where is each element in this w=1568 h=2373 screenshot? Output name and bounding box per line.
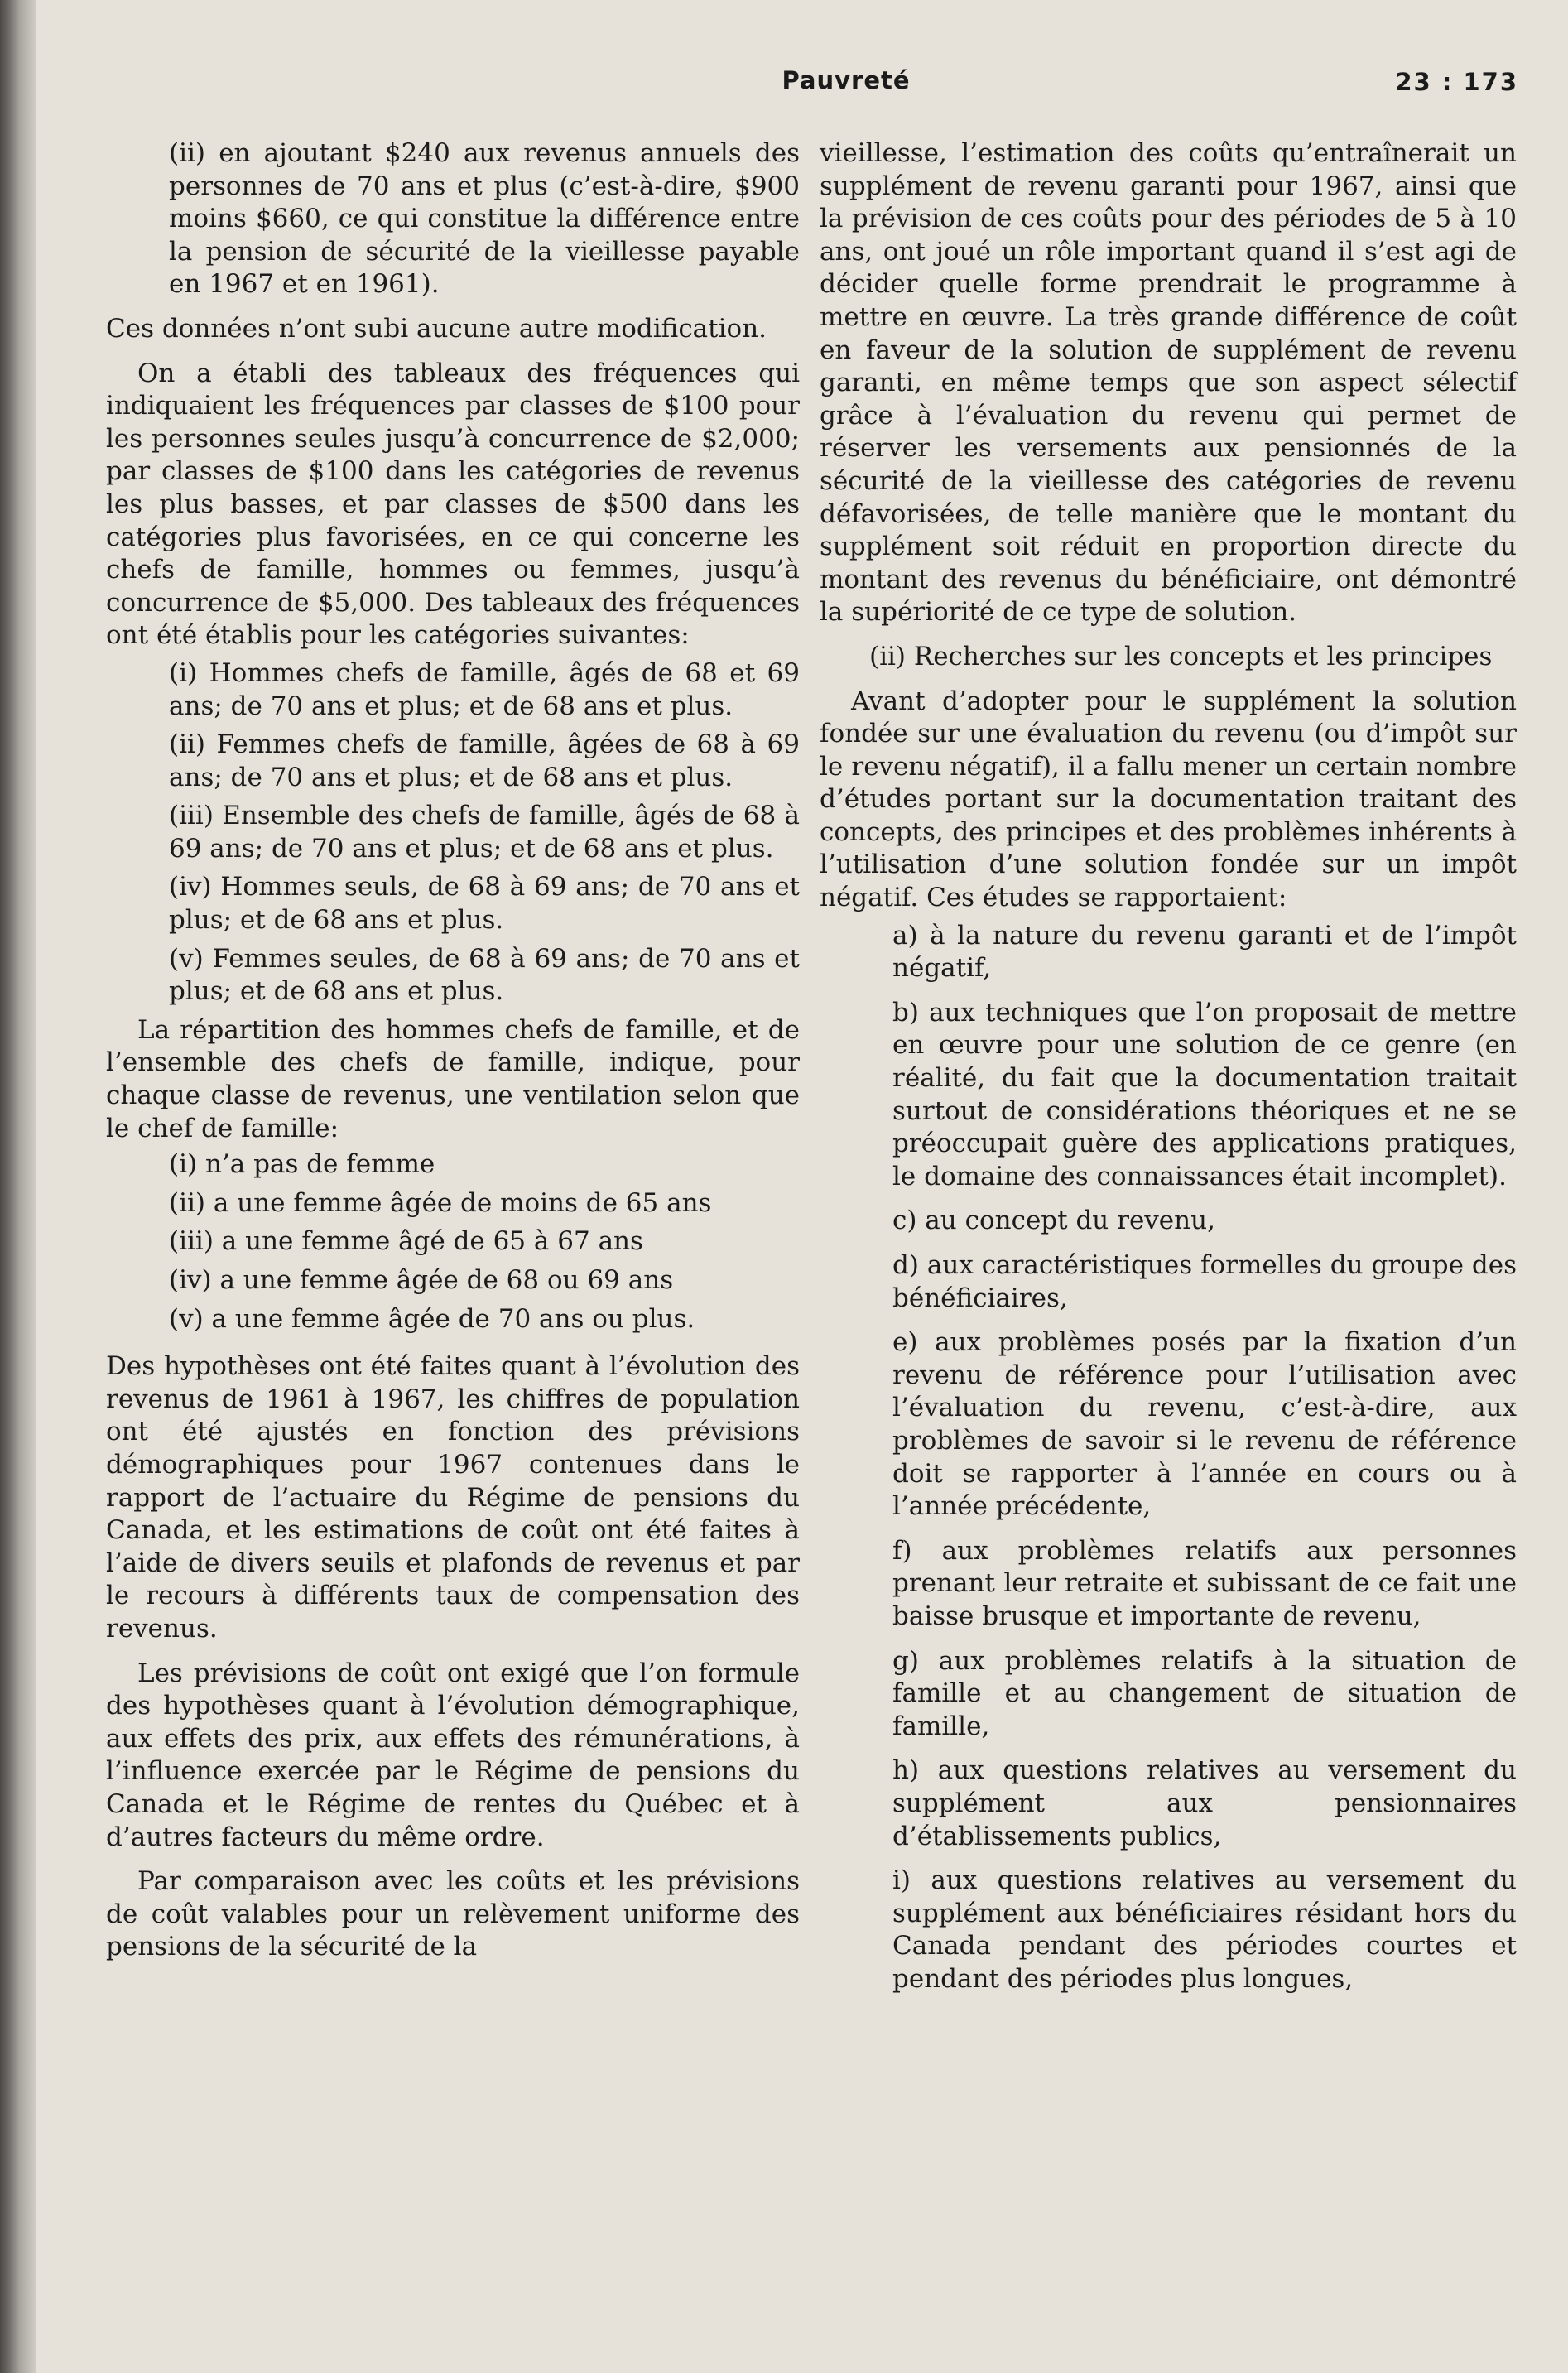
list-item: (iv) a une femme âgée de 68 ou 69 ans bbox=[169, 1265, 674, 1295]
list-item: h) aux questions relatives au versement du supplément aux pensionnaires d’établissements publics, bbox=[892, 1755, 1517, 1851]
paragraph: Ces données n’ont subi aucune autre modification. bbox=[106, 313, 767, 344]
list-item: (ii) a une femme âgée de moins de 65 ans bbox=[169, 1187, 712, 1218]
list-item: a) à la nature du revenu garanti et de l’impôt négatif, bbox=[892, 920, 1517, 984]
right-column bbox=[820, 137, 1517, 2007]
list-item: (v) a une femme âgée de 70 ans ou plus. bbox=[169, 1303, 695, 1334]
paragraph: Les prévisions de coût ont exigé que l’on formule des hypothèses quant à l’évolution démographique, aux effets des prix, aux effets des rémunérations, à l’influence exercée par le Régime de pensions du Canada et le Régime de rentes du Québec et à d’autres facteurs du même ordre. bbox=[106, 1658, 800, 1852]
category-list bbox=[106, 657, 800, 1008]
list-item: c) au concept du revenu, bbox=[892, 1206, 1215, 1236]
page-number: 23 : 173 bbox=[1395, 68, 1518, 96]
list-item: (iv) Hommes seuls, de 68 à 69 ans; de 70 ans et plus; et de 68 ans et plus. bbox=[169, 872, 800, 936]
list-item: (iii) Ensemble des chefs de famille, âgés de 68 à 69 ans; de 70 ans et plus; et de 68 ans et plus. bbox=[169, 801, 800, 864]
paragraph: Des hypothèses ont été faites quant à l’évolution des revenus de 1961 à 1967, les chiffres de population ont été ajustés en fonction des prévisions démographiques pour 1967 contenues dans le rapport de l’actuaire du Régime de pensions du Canada, et les estimations de coût ont été faites à l’aide de divers seuils et plafonds de revenus et par le recours à différents taux de compensation des revenus. bbox=[106, 1351, 800, 1644]
paragraph: Par comparaison avec les coûts et les prévisions de coût valables pour un relèvement uniforme des pensions de la sécurité de la bbox=[106, 1866, 800, 1962]
list-item: (i) n’a pas de femme bbox=[169, 1149, 435, 1180]
paragraph: Avant d’adopter pour le supplément la solution fondée sur une évaluation du revenu (ou d’impôt sur le revenu négatif), il a fallu mener un certain nombre d’études portant sur la documentation traitant des concepts, des principes et des problèmes inhérents à l’utilisation d’une solution fondée sur un impôt négatif. Ces études se rapportaient: bbox=[820, 686, 1517, 913]
list-item: (ii) Femmes chefs de famille, âgées de 68 à 69 ans; de 70 ans et plus; et de 68 ans et plus. bbox=[169, 729, 800, 792]
list-item: f) aux problèmes relatifs aux personnes prenant leur retraite et subissant de ce fait une baisse brusque et importante de revenu, bbox=[892, 1535, 1517, 1631]
list-item: e) aux problèmes posés par la fixation d’un revenu de référence pour l’utilisation avec l’évaluation du revenu, c’est-à-dire, aux problèmes de savoir si le revenu de référence doit se rapporter à l’année en cours ou à l’année précédente, bbox=[892, 1327, 1517, 1522]
paragraph: La répartition des hommes chefs de famille, et de l’ensemble des chefs de famille, indique, pour chaque classe de revenus, une ventilation selon que le chef de famille: bbox=[106, 1014, 800, 1143]
list-item: (iii) a une femme âgé de 65 à 67 ans bbox=[169, 1226, 643, 1257]
list-item: (v) Femmes seules, de 68 à 69 ans; de 70 ans et plus; et de 68 ans et plus. bbox=[169, 943, 800, 1007]
spouse-list bbox=[106, 1148, 800, 1336]
list-item: i) aux questions relatives au versement du supplément aux bénéficiaires résidant hors du Canada pendant des périodes courtes et pendant des périodes plus longues, bbox=[892, 1865, 1517, 1994]
study-topics-list bbox=[820, 920, 1517, 1996]
running-header-title: Pauvreté bbox=[782, 66, 911, 94]
section-heading: (ii) Recherches sur les concepts et les principes bbox=[869, 641, 1493, 671]
paragraph: vieillesse, l’estimation des coûts qu’entraînerait un supplément de revenu garanti pour 1967, ainsi que la prévision de ces coûts pour des périodes de 5 à 10 ans, ont joué un rôle important quand il s’est agi de décider quelle forme prendrait le programme à mettre en œuvre. La très grande différence de coût en faveur de la solution de supplément de revenu garanti, en même temps que son aspect sélectif grâce à l’évaluation du revenu qui permet de réserver les versements aux pensionnés de la sécurité de la vieillesse des catégories de revenu défavorisées, de telle manière que le montant du supplément soit réduit en proportion directe du montant des revenus du bénéficiaire, ont démontré la supériorité de ce type de solution. bbox=[820, 138, 1517, 628]
paragraph: On a établi des tableaux des fréquences qui indiquaient les fréquences par classes de $100 pour les personnes seules jusqu’à concurrence de $2,000; par classes de $100 dans les catégories de revenus les plus basses, et par classes de $500 dans les catégories plus favorisées, en ce qui concerne les chefs de famille, hommes ou femmes, jusqu’à concurrence de $5,000. Des tableaux des fréquences ont été établis pour les catégories suivantes: bbox=[106, 358, 800, 651]
book-binding-gutter bbox=[0, 0, 36, 2373]
list-item: d) aux caractéristiques formelles du groupe des bénéficiaires, bbox=[892, 1250, 1517, 1313]
paragraph: (ii) en ajoutant $240 aux revenus annuels des personnes de 70 ans et plus (c’est-à-dire, $900 moins $660, ce qui constitue la différence entre la pension de sécurité de la vieillesse payable en 1967 et en 1961). bbox=[169, 138, 800, 300]
left-column bbox=[106, 137, 800, 1976]
list-item: (i) Hommes chefs de famille, âgés de 68 et 69 ans; de 70 ans et plus; et de 68 ans et plus. bbox=[169, 657, 800, 721]
list-item: g) aux problèmes relatifs à la situation de famille et au changement de situation de famille, bbox=[892, 1645, 1517, 1741]
list-item: b) aux techniques que l’on proposait de mettre en œuvre pour une solution de ce genre (en réalité, du fait que la documentation traitait surtout de considérations théoriques et ne se préoccupait guère des applications pratiques, le domaine des connaissances était incomplet). bbox=[892, 997, 1517, 1191]
